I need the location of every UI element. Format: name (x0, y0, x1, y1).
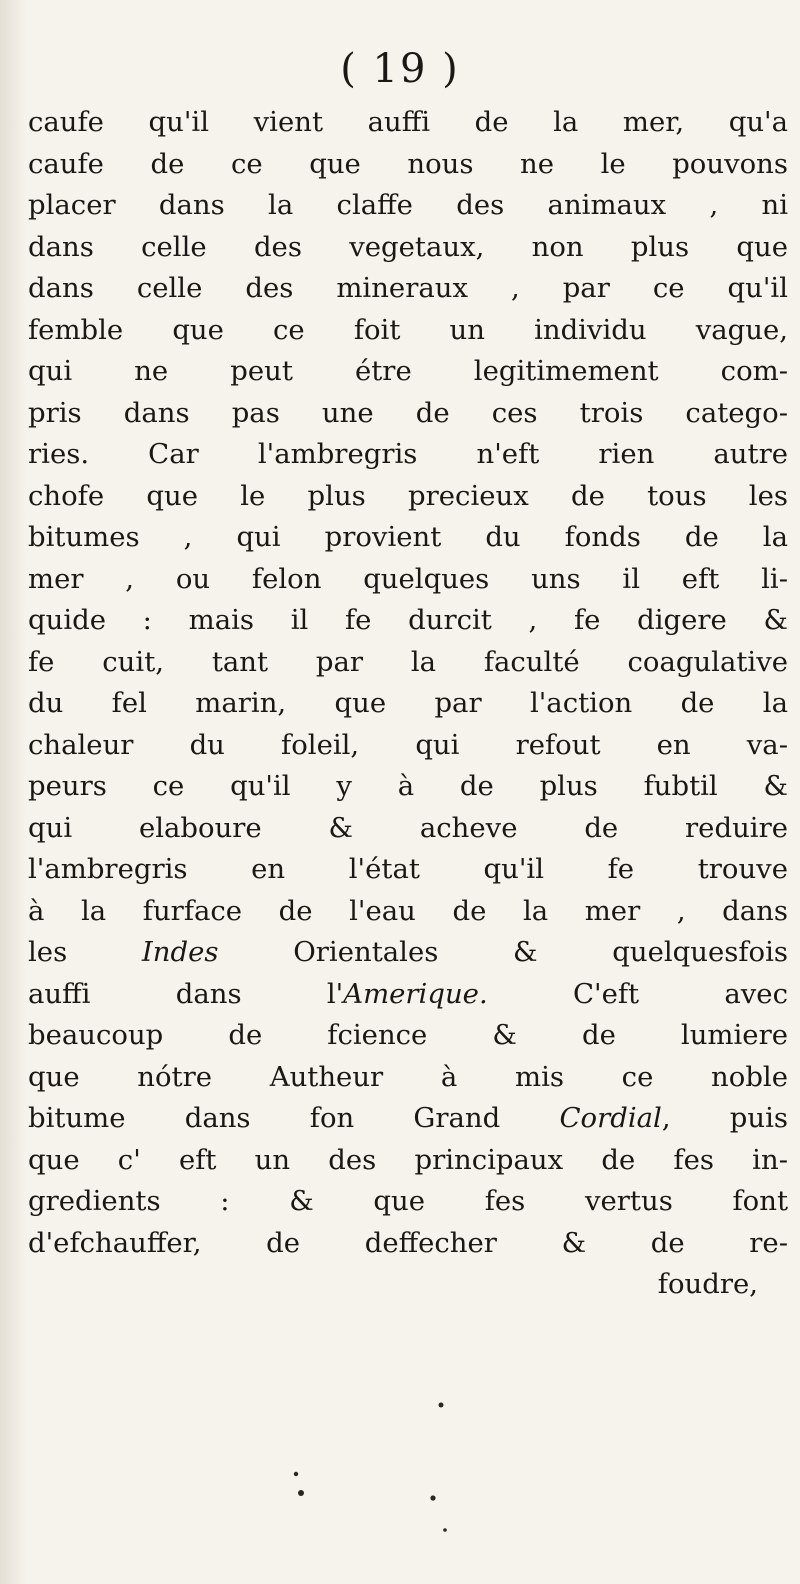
text-segment: fe cuit, tant par la faculté coagulative (28, 645, 788, 678)
text-line (28, 351, 788, 393)
text-segment: placer dans la claffe des animaux , ni (28, 189, 788, 221)
text-line (28, 932, 788, 974)
text-segment: chofe que le plus precieux de tous les (28, 479, 788, 512)
catchword: foudre, (657, 1268, 758, 1300)
italic-text: Amerique. (343, 977, 488, 1010)
text-line (28, 1015, 788, 1057)
text-line (28, 600, 788, 642)
ink-speck (294, 1472, 298, 1476)
text-segment: qui ne peut étre legitimement com- (28, 355, 788, 387)
text-segment: dans celle des mineraux , par ce qu'il (28, 272, 788, 304)
text-segment: d'efchauffer, de deffecher & de re- (28, 1226, 788, 1259)
text-segment: les (28, 936, 142, 968)
text-line (28, 808, 788, 850)
text-line (28, 974, 788, 1016)
text-segment: ries. Car l'ambregris n'eft rien autre (28, 438, 788, 470)
text-line (28, 310, 788, 352)
text-line (28, 891, 788, 933)
text-line (28, 227, 788, 269)
text-line (28, 1098, 788, 1140)
italic-text: Cordial (559, 1102, 662, 1134)
text-segment: qui elaboure & acheve de reduire (28, 811, 788, 844)
text-line (28, 476, 788, 518)
text-segment: chaleur du foleil, qui refout en va- (28, 728, 788, 761)
text-segment: gredients : & que fes vertus font (28, 1185, 788, 1217)
text-line (28, 434, 788, 476)
text-line (28, 766, 788, 808)
text-segment: C'eft avec (487, 977, 788, 1010)
text-line (28, 144, 788, 186)
text-segment: beaucoup de fcience & de lumiere (28, 1019, 788, 1051)
ink-speck (298, 1490, 304, 1496)
text-line (28, 1140, 788, 1182)
text-segment: mer , ou felon quelques uns il eft li- (28, 562, 788, 595)
text-segment: , puis (661, 1102, 788, 1134)
text-line (28, 517, 788, 559)
text-segment: que c' eft un des principaux de fes in- (28, 1143, 788, 1176)
text-segment: du fel marin, que par l'action de la (28, 687, 788, 719)
ink-speck (443, 1528, 447, 1532)
text-line (28, 393, 788, 435)
text-segment: bitumes , qui provient du fonds de la (28, 521, 788, 553)
text-segment: l'ambregris en l'état qu'il fe trouve (28, 853, 788, 885)
text-segment: auffi dans l' (28, 977, 344, 1010)
body-text (28, 102, 788, 1306)
ink-speck (439, 1403, 444, 1408)
page-spine-shadow (0, 0, 26, 1584)
text-segment: bitume dans fon Grand (28, 1102, 560, 1134)
text-segment: caufe de ce que nous ne le pouvons (28, 147, 788, 180)
text-segment: femble que ce foit un individu vague, (28, 313, 788, 346)
text-line (28, 1057, 788, 1099)
text-segment: caufe qu'il vient auffi de la mer, qu'a (28, 106, 788, 138)
text-line (28, 642, 788, 684)
text-line (28, 683, 788, 725)
text-segment: que nótre Autheur à mis ce noble (28, 1060, 788, 1093)
text-line (28, 1181, 788, 1223)
text-line (28, 1223, 788, 1265)
text-segment: pris dans pas une de ces trois catego- (28, 396, 788, 429)
ink-speck (430, 1495, 435, 1500)
text-segment: Orientales & quelquesfois (218, 936, 788, 968)
text-line (28, 185, 788, 227)
text-segment: à la furface de l'eau de la mer , dans (28, 894, 788, 927)
text-segment: dans celle des vegetaux, non plus que (28, 230, 788, 263)
text-segment: peurs ce qu'il y à de plus fubtil & (28, 770, 788, 802)
text-segment: quide : mais il fe durcit , fe digere & (28, 604, 788, 636)
text-line (28, 102, 788, 144)
text-line (28, 559, 788, 601)
italic-text: Indes (141, 936, 219, 968)
page-number: ( 19 ) (340, 46, 460, 92)
text-line (28, 268, 788, 310)
text-line (28, 725, 788, 767)
text-line (28, 849, 788, 891)
